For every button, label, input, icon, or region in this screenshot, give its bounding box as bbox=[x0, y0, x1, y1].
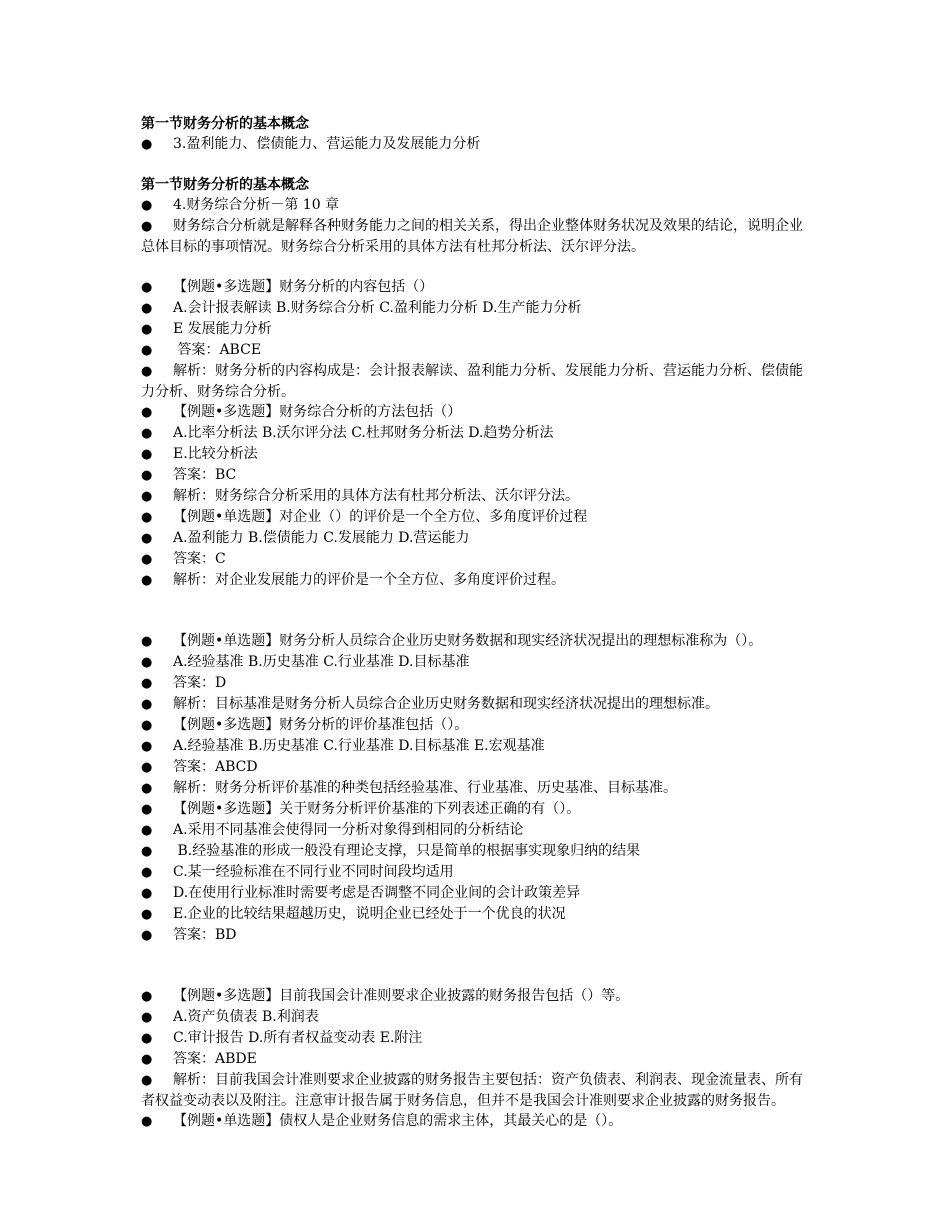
bullet-icon: ● bbox=[141, 198, 153, 213]
bullet-item bbox=[141, 444, 813, 465]
bullet-item bbox=[141, 423, 813, 444]
bullet-icon: ● bbox=[141, 655, 153, 670]
bullet-text: 答案：ABDE bbox=[173, 1051, 257, 1067]
bullet-text: D.在使用行业标准时需要考虑是否调整不同企业间的会计政策差异 bbox=[173, 885, 581, 901]
bullet-text: 【例题•单选题】财务分析人员综合企业历史财务数据和现实经济状况提出的理想标准称为（）。 bbox=[173, 633, 763, 649]
spacer bbox=[141, 946, 813, 986]
bullet-item bbox=[141, 820, 813, 841]
bullet-icon: ● bbox=[141, 989, 153, 1004]
section-heading: 第一节财务分析的基本概念 bbox=[141, 177, 309, 193]
bullet-icon: ● bbox=[141, 510, 153, 525]
bullet-item bbox=[141, 134, 813, 155]
bullet-text: C.审计报告 D.所有者权益变动表 E.附注 bbox=[173, 1030, 423, 1046]
bullet-icon: ● bbox=[141, 343, 153, 358]
bullet-text: 解析：目前我国会计准则要求企业披露的财务报告主要包括：资产负债表、利润表、现金流量表、所有者权益变动表以及附注。注意审计报告属于财务信息，但并不是我国会计准则要求企业披露的财务报告。 bbox=[141, 1072, 803, 1109]
bullet-icon: ● bbox=[141, 552, 153, 567]
bullet-item bbox=[141, 799, 813, 820]
bullet-text: 答案：BC bbox=[173, 467, 237, 483]
bullet-icon: ● bbox=[141, 718, 153, 733]
bullet-item bbox=[141, 778, 813, 799]
bullet-text: 3.盈利能力、偿债能力、营运能力及发展能力分析 bbox=[173, 136, 481, 152]
bullet-text: 财务综合分析就是解释各种财务能力之间的相关关系，得出企业整体财务状况及效果的结论，说明企业总体目标的事项情况。财务综合分析采用的具体方法有杜邦分析法、沃尔评分法。 bbox=[141, 218, 803, 255]
bullet-item bbox=[141, 986, 813, 1007]
bullet-text: 【例题•多选题】目前我国会计准则要求企业披露的财务报告包括（）等。 bbox=[173, 988, 630, 1004]
bullet-text: A.比率分析法 B.沃尔评分法 C.杜邦财务分析法 D.趋势分析法 bbox=[173, 425, 554, 441]
bullet-item bbox=[141, 883, 813, 904]
bullet-item bbox=[141, 486, 813, 507]
bullet-item bbox=[141, 298, 813, 319]
bullet-item bbox=[141, 277, 813, 298]
bullet-item bbox=[141, 1111, 813, 1132]
bullet-icon: ● bbox=[141, 886, 153, 901]
bullet-text: 4.财务综合分析－第 10 章 bbox=[173, 197, 340, 213]
bullet-icon: ● bbox=[141, 426, 153, 441]
bullet-icon: ● bbox=[141, 468, 153, 483]
bullet-icon: ● bbox=[141, 1114, 153, 1129]
bullet-text: E.企业的比较结果超越历史，说明企业已经处于一个优良的状况 bbox=[173, 906, 566, 922]
bullet-item bbox=[141, 1028, 813, 1049]
bullet-text: 解析：财务分析评价基准的种类包括经验基准、行业基准、历史基准、目标基准。 bbox=[173, 780, 677, 796]
bullet-icon: ● bbox=[141, 573, 153, 588]
bullet-icon: ● bbox=[141, 823, 153, 838]
bullet-icon: ● bbox=[141, 531, 153, 546]
bullet-icon: ● bbox=[141, 447, 153, 462]
section-heading: 第一节财务分析的基本概念 bbox=[141, 116, 309, 132]
bullet-text: 解析：对企业发展能力的评价是一个全方位、多角度评价过程。 bbox=[173, 572, 565, 588]
bullet-item bbox=[141, 757, 813, 778]
bullet-item bbox=[141, 1049, 813, 1070]
bullet-icon: ● bbox=[141, 865, 153, 880]
bullet-text: 【例题•多选题】财务分析的评价基准包括（）。 bbox=[173, 717, 469, 733]
bullet-icon: ● bbox=[141, 1031, 153, 1046]
bullet-text: C.某一经验标准在不同行业不同时间段均适用 bbox=[173, 864, 454, 880]
spacer bbox=[141, 155, 813, 175]
bullet-icon: ● bbox=[141, 739, 153, 754]
bullet-item bbox=[141, 904, 813, 925]
bullet-text: 【例题•单选题】债权人是企业财务信息的需求主体，其最关心的是（）。 bbox=[173, 1113, 623, 1129]
bullet-text: A.资产负债表 B.利润表 bbox=[173, 1009, 319, 1025]
bullet-item bbox=[141, 402, 813, 423]
bullet-item bbox=[141, 319, 813, 340]
bullet-item bbox=[141, 652, 813, 673]
bullet-text: 答案：BD bbox=[173, 927, 237, 943]
bullet-item bbox=[141, 631, 813, 652]
bullet-text: A.经验基准 B.历史基准 C.行业基准 D.目标基准 E.宏观基准 bbox=[173, 738, 545, 754]
bullet-text: 答案：ABCE bbox=[173, 342, 262, 358]
bullet-text: 答案：D bbox=[173, 675, 227, 691]
bullet-icon: ● bbox=[141, 364, 153, 379]
bullet-item bbox=[141, 736, 813, 757]
bullet-item bbox=[141, 361, 813, 402]
bullet-item bbox=[141, 673, 813, 694]
bullet-icon: ● bbox=[141, 907, 153, 922]
bullet-text: 答案：ABCD bbox=[173, 759, 258, 775]
bullet-text: A.盈利能力 B.偿债能力 C.发展能力 D.营运能力 bbox=[173, 530, 470, 546]
bullet-item bbox=[141, 925, 813, 946]
bullet-icon: ● bbox=[141, 280, 153, 295]
bullet-icon: ● bbox=[141, 137, 153, 152]
bullet-text: 解析：财务综合分析采用的具体方法有杜邦分析法、沃尔评分法。 bbox=[173, 488, 579, 504]
bullet-text: E 发展能力分析 bbox=[173, 321, 272, 337]
bullet-text: E.比较分析法 bbox=[173, 446, 258, 462]
bullet-icon: ● bbox=[141, 301, 153, 316]
spacer bbox=[141, 591, 813, 631]
bullet-text: 解析：目标基准是财务分析人员综合企业历史财务数据和现实经济状况提出的理想标准。 bbox=[173, 696, 719, 712]
bullet-item bbox=[141, 340, 813, 361]
bullet-icon: ● bbox=[141, 634, 153, 649]
bullet-item bbox=[141, 549, 813, 570]
bullet-icon: ● bbox=[141, 1073, 153, 1088]
document-content bbox=[141, 114, 813, 1132]
bullet-icon: ● bbox=[141, 219, 153, 234]
bullet-item bbox=[141, 465, 813, 486]
bullet-text: 【例题•多选题】财务分析的内容包括（） bbox=[173, 279, 434, 295]
bullet-icon: ● bbox=[141, 405, 153, 420]
bullet-icon: ● bbox=[141, 676, 153, 691]
bullet-item bbox=[141, 195, 813, 216]
bullet-item bbox=[141, 1007, 813, 1028]
bullet-text: A.会计报表解读 B.财务综合分析 C.盈利能力分析 D.生产能力分析 bbox=[173, 300, 582, 316]
bullet-text: 答案：C bbox=[173, 551, 226, 567]
bullet-icon: ● bbox=[141, 322, 153, 337]
bullet-icon: ● bbox=[141, 1010, 153, 1025]
bullet-icon: ● bbox=[141, 844, 153, 859]
bullet-item bbox=[141, 841, 813, 862]
spacer bbox=[141, 257, 813, 277]
bullet-item bbox=[141, 216, 813, 257]
bullet-icon: ● bbox=[141, 697, 153, 712]
bullet-text: 【例题•多选题】关于财务分析评价基准的下列表述正确的有（）。 bbox=[173, 801, 581, 817]
bullet-icon: ● bbox=[141, 928, 153, 943]
bullet-item bbox=[141, 694, 813, 715]
bullet-icon: ● bbox=[141, 760, 153, 775]
bullet-text: A.采用不同基准会使得同一分析对象得到相同的分析结论 bbox=[173, 822, 524, 838]
bullet-text: A.经验基准 B.历史基准 C.行业基准 D.目标基准 bbox=[173, 654, 470, 670]
bullet-icon: ● bbox=[141, 1052, 153, 1067]
bullet-icon: ● bbox=[141, 802, 153, 817]
bullet-text: 解析：财务分析的内容构成是：会计报表解读、盈利能力分析、发展能力分析、营运能力分析、偿债能力分析、财务综合分析。 bbox=[141, 363, 803, 400]
bullet-text: B.经验基准的形成一般没有理论支撑，只是简单的根据事实现象归纳的结果 bbox=[173, 843, 641, 859]
bullet-text: 【例题•单选题】对企业（）的评价是一个全方位、多角度评价过程 bbox=[173, 509, 588, 525]
bullet-icon: ● bbox=[141, 781, 153, 796]
bullet-item bbox=[141, 715, 813, 736]
bullet-item bbox=[141, 570, 813, 591]
bullet-text: 【例题•多选题】财务综合分析的方法包括（） bbox=[173, 404, 462, 420]
bullet-item bbox=[141, 528, 813, 549]
bullet-item bbox=[141, 1070, 813, 1111]
bullet-item bbox=[141, 507, 813, 528]
bullet-icon: ● bbox=[141, 489, 153, 504]
bullet-item bbox=[141, 862, 813, 883]
